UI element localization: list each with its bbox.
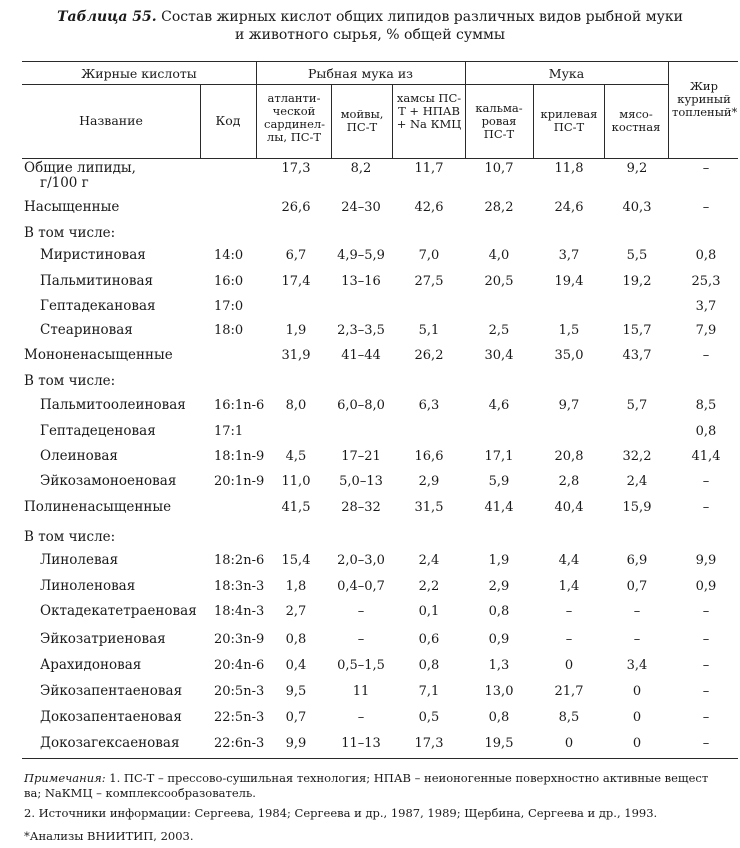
fatty-acid-code: 14:0 [214,248,244,263]
fatty-acid-name: Линолевая [40,552,119,568]
value-cell: 19,5 [484,736,514,751]
value-cell: – [702,684,710,699]
header-bottom-rule [22,158,738,159]
fatty-acid-code: 16:0 [214,274,244,289]
value-cell: 6,9 [626,553,648,568]
value-cell: 4,6 [488,398,510,413]
fatty-acid-name: Эйкозамоноеновая [40,473,177,489]
value-cell: 3,7 [558,248,580,263]
value-cell: 8,2 [350,161,372,176]
top-rule [22,61,738,62]
fatty-acid-name: Линоленовая [40,578,136,594]
value-cell: 0,7 [285,710,307,725]
value-cell: 32,2 [622,449,652,464]
header-fatty-acids: Жирные кислоты [81,66,197,81]
value-cell: 26,2 [414,348,444,363]
value-cell: 2,4 [418,553,440,568]
value-cell: 7,0 [418,248,440,263]
value-cell: 0,4 [285,658,307,673]
fatty-acid-name: Докозапентаеновая [40,709,182,725]
notes-1 [24,771,740,785]
value-cell: 17,1 [484,449,514,464]
value-cell: 0 [632,710,642,725]
caption-text-2: и животного сырья, % общей суммы [234,27,505,43]
value-cell: 28–32 [341,500,381,515]
value-cell: 4,4 [558,553,580,568]
value-cell: 43,7 [622,348,652,363]
value-cell: 9,2 [626,161,648,176]
value-cell: – [702,632,710,647]
value-cell: 6,7 [285,248,307,263]
value-cell: 0,8 [285,632,307,647]
fatty-acid-code: 16:1n-6 [214,398,265,413]
notes-line-3: *Анализы ВНИИТИП, 2003. [24,829,194,843]
value-cell: 3,7 [695,299,717,314]
value-cell: 3,4 [626,658,648,673]
value-cell: 2,9 [488,579,510,594]
value-cell: 11,0 [281,474,311,489]
fatty-acid-name: Полиненасыщенные [24,499,172,515]
value-cell: 26,6 [281,200,311,215]
fatty-acid-code: 17:0 [214,299,244,314]
value-cell: 0 [632,684,642,699]
value-cell: 0,5–1,5 [337,658,385,673]
value-cell: 21,7 [554,684,584,699]
value-cell: 1,4 [558,579,580,594]
value-cell: – [702,348,710,363]
value-cell: 17–21 [341,449,381,464]
vrule-krill [533,84,534,158]
value-cell: 4,9–5,9 [337,248,385,263]
vrule-meatbone [604,84,605,158]
fatty-acid-name: Олеиновая [40,448,118,464]
vrule-khamsa [392,84,393,158]
fatty-acid-code: 22:5n-3 [214,710,265,725]
value-cell: 0 [564,736,574,751]
value-cell: – [633,632,641,647]
value-cell: – [702,474,710,489]
value-cell: 13–16 [341,274,381,289]
value-cell: 11 [352,684,370,699]
value-cell: 5,7 [626,398,648,413]
value-cell: 2,4 [626,474,648,489]
value-cell: 11–13 [341,736,381,751]
value-cell: 7,9 [695,323,717,338]
fatty-acid-code: 18:2n-6 [214,553,265,568]
fatty-acid-name: Общие липиды, [24,160,136,176]
value-cell: 24–30 [341,200,381,215]
fatty-acid-name: Пальмитоолеиновая [40,397,186,413]
fatty-acid-name: В том числе: [24,373,116,389]
vrule-capelin [331,84,332,158]
value-cell: 40,3 [622,200,652,215]
value-cell: 0,9 [695,579,717,594]
value-cell: 4,0 [488,248,510,263]
value-cell: 5,5 [626,248,648,263]
value-cell: – [702,200,710,215]
value-cell: 1,5 [558,323,580,338]
value-cell: – [702,710,710,725]
value-cell: 11,8 [554,161,584,176]
fatty-acid-name: Мононенасыщенные [24,347,173,363]
fatty-acid-name: В том числе: [24,225,116,241]
value-cell: 25,3 [691,274,721,289]
value-cell: 41–44 [341,348,381,363]
value-cell: 31,9 [281,348,311,363]
value-cell: 15,4 [281,553,311,568]
value-cell: – [702,161,710,176]
value-cell: 17,3 [414,736,444,751]
value-cell: 5,0–13 [339,474,383,489]
fatty-acid-name: Эйкозатриеновая [40,631,166,647]
header-squid: кальма- ровая ПС-Т [475,101,523,141]
value-cell: 41,4 [691,449,721,464]
header-fishmeal: Рыбная мука из [308,66,413,81]
value-cell: 7,1 [418,684,440,699]
fatty-acid-name: Миристиновая [40,247,146,263]
value-cell: – [357,632,365,647]
fatty-acid-code: 17:1 [214,424,244,439]
value-cell: 2,7 [285,604,307,619]
value-cell: 16,6 [414,449,444,464]
value-cell: 8,5 [695,398,717,413]
fatty-acid-code: 18:1n-9 [214,449,265,464]
value-cell: 9,9 [285,736,307,751]
value-cell: – [702,658,710,673]
value-cell: 6,3 [418,398,440,413]
value-cell: – [633,604,641,619]
value-cell: 9,9 [695,553,717,568]
value-cell: 0 [632,736,642,751]
value-cell: 5,9 [488,474,510,489]
header-krill: крилевая ПС-Т [540,107,598,134]
value-cell: 2,0–3,0 [337,553,385,568]
value-cell: 15,7 [622,323,652,338]
value-cell: 42,6 [414,200,444,215]
header-meal: Мука [548,66,585,81]
value-cell: 17,4 [281,274,311,289]
value-cell: – [702,736,710,751]
value-cell: 30,4 [484,348,514,363]
value-cell: 1,9 [285,323,307,338]
notes-line-2: 2. Источники информации: Сергеева, 1984; Сергеева и др., 1987, 1989; Щербина, Сергеева и др., 1993. [24,806,658,820]
value-cell: 41,5 [281,500,311,515]
value-cell: 19,2 [622,274,652,289]
fatty-acid-code: 20:5n-3 [214,684,265,699]
fatty-acid-code: 20:1n-9 [214,474,265,489]
header-meatbone: мясо- костная [611,107,661,134]
value-cell: 9,5 [285,684,307,699]
value-cell: 27,5 [414,274,444,289]
fatty-acid-name: Насыщенные [24,199,120,215]
fatty-acid-name: Гептадеценовая [40,423,156,439]
value-cell: 2,8 [558,474,580,489]
value-cell: 1,8 [285,579,307,594]
value-cell: 41,4 [484,500,514,515]
value-cell: 4,5 [285,449,307,464]
fatty-acid-name: Арахидоновая [40,657,142,673]
value-cell: 20,5 [484,274,514,289]
fatty-acid-name: Стеариновая [40,322,133,338]
value-cell: 0,8 [488,604,510,619]
header-khamsa: хамсы ПС-Т + НПАВ + Na КМЦ [396,91,462,131]
header-sardine: атланти- ческой сардинел- лы, ПС-Т [264,91,326,144]
value-cell: 0,1 [418,604,440,619]
notes-label: Примечания: [24,771,106,785]
value-cell: 0,4–0,7 [337,579,385,594]
value-cell: – [357,604,365,619]
value-cell: 5,1 [418,323,440,338]
notes-line-1: 1. ПС-Т – прессово-сушильная технология; НПАВ – неионогенные поверхностно активные вещест [109,771,709,785]
value-cell: 0,7 [626,579,648,594]
value-cell: 35,0 [554,348,584,363]
value-cell: – [702,604,710,619]
value-cell: 0 [564,658,574,673]
value-cell: 24,6 [554,200,584,215]
fatty-acid-name: Докозагексаеновая [40,735,180,751]
value-cell: 2,3–3,5 [337,323,385,338]
header-code: Код [215,113,241,128]
value-cell: 2,9 [418,474,440,489]
value-cell: 6,0–8,0 [337,398,385,413]
fatty-acid-code: 22:6n-3 [214,736,265,751]
table-caption [0,8,740,44]
value-cell: 19,4 [554,274,584,289]
fatty-acid-name: Октадекатетраеновая [40,603,197,619]
header-name: Название [79,113,143,128]
group-rule [22,84,668,85]
value-cell: 0,9 [488,632,510,647]
value-cell: – [357,710,365,725]
value-cell: 0,5 [418,710,440,725]
fatty-acid-name: Пальмитиновая [40,273,154,289]
fatty-acid-code: 18:3n-3 [214,579,265,594]
value-cell: – [565,604,573,619]
fatty-acid-name-unit: г/100 г [40,175,89,191]
fatty-acid-code: 20:3n-9 [214,632,265,647]
value-cell: 2,2 [418,579,440,594]
bottom-rule [22,758,738,759]
value-cell: 31,5 [414,500,444,515]
fatty-acid-name: Гептадекановая [40,298,156,314]
value-cell: 13,0 [484,684,514,699]
value-cell: 8,5 [558,710,580,725]
header-chicken: Жир куриный топленый* [672,79,738,119]
value-cell: 28,2 [484,200,514,215]
caption-label: Таблица 55. [57,9,157,25]
value-cell: 11,7 [414,161,444,176]
fatty-acid-code: 18:4n-3 [214,604,265,619]
header-capelin: мойвы, ПС-Т [340,107,384,134]
value-cell: 20,8 [554,449,584,464]
value-cell: 9,7 [558,398,580,413]
vrule-chicken [668,61,669,158]
value-cell: 15,9 [622,500,652,515]
value-cell: 0,6 [418,632,440,647]
value-cell: 1,3 [488,658,510,673]
value-cell: – [565,632,573,647]
value-cell: – [702,500,710,515]
value-cell: 2,5 [488,323,510,338]
fatty-acid-name: В том числе: [24,529,116,545]
caption-text-1: Состав жирных кислот общих липидов различных видов рыбной муки [161,9,683,25]
notes-line-1b: ва; NaКМЦ – комплексообразователь. [24,786,256,800]
value-cell: 8,0 [285,398,307,413]
fatty-acid-code: 20:4n-6 [214,658,265,673]
value-cell: 0,8 [488,710,510,725]
value-cell: 10,7 [484,161,514,176]
fatty-acid-name: Эйкозапентаеновая [40,683,183,699]
value-cell: 1,9 [488,553,510,568]
value-cell: 17,3 [281,161,311,176]
value-cell: 0,8 [418,658,440,673]
value-cell: 0,8 [695,248,717,263]
fatty-acid-code: 18:0 [214,323,244,338]
value-cell: 40,4 [554,500,584,515]
value-cell: 0,8 [695,424,717,439]
